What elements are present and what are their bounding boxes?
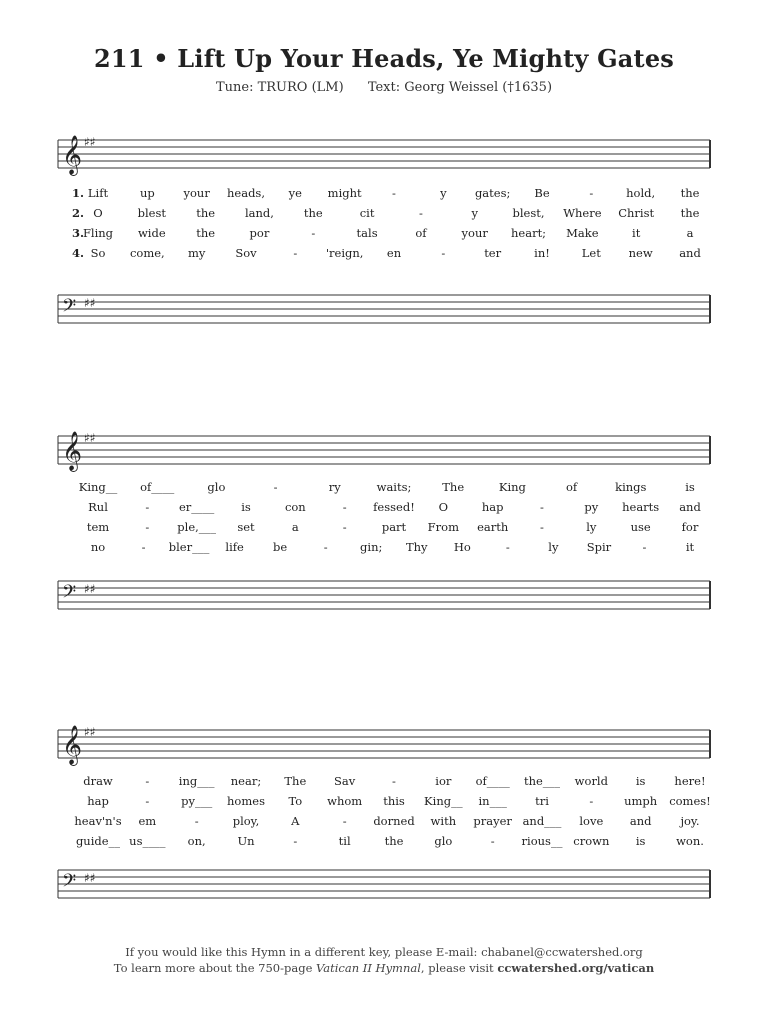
hymn-title: 211 • Lift Up Your Heads, Ye Mighty Gates: [93, 44, 675, 73]
lyric-syllable: blest,: [512, 206, 545, 220]
lyric-syllable: of: [415, 226, 427, 240]
lyric-line: [58, 500, 710, 520]
lyric-syllable: -: [293, 246, 298, 260]
lyric-syllable: draw: [83, 774, 113, 788]
lyric-syllable: King__: [424, 794, 463, 808]
lyric-syllable: the: [196, 226, 216, 240]
lyric-syllable: ly: [548, 540, 559, 554]
lyric-syllable: this: [383, 794, 405, 808]
lyrics-block: [58, 480, 710, 560]
lyric-syllable: por: [249, 226, 270, 240]
lyric-syllable: ploy,: [232, 814, 260, 828]
verse-number: 4.: [72, 246, 85, 260]
treble-staff: [58, 136, 710, 176]
footer-line-2: To learn more about the 750-page Vatican II Hymnal, please visit ccwatershed.org/vatican: [113, 961, 655, 975]
lyric-syllable: hold,: [626, 186, 656, 200]
bass-staff: [58, 577, 710, 617]
bass-staff: [58, 291, 710, 331]
lyric-line: [58, 834, 710, 854]
lyric-syllable: en: [386, 246, 402, 260]
tune-credit: Tune: TRURO (LM): [215, 80, 344, 95]
lyric-syllable: Sav: [334, 774, 356, 788]
bass-staff-lines: [58, 291, 710, 331]
lyric-syllable: in___: [478, 794, 507, 808]
lyric-syllable: of____: [475, 774, 510, 788]
lyric-syllable: gates;: [474, 186, 511, 200]
hymn-subtitle: [0, 80, 768, 95]
lyric-syllable: ter: [484, 246, 502, 260]
lyric-syllable: might: [327, 186, 362, 200]
key-signature-sharps: ♯♯: [84, 296, 96, 310]
lyric-syllable: bler___: [168, 540, 210, 554]
key-signature-sharps: ♯♯: [84, 725, 96, 739]
lyric-syllable: tri: [535, 794, 549, 808]
lyric-syllable: py___: [181, 794, 213, 808]
hymnal-title: Vatican II Hymnal: [316, 961, 421, 975]
lyric-syllable: ple,___: [177, 520, 217, 534]
lyric-syllable: here!: [674, 774, 706, 788]
lyric-syllable: 'reign,: [325, 246, 364, 260]
lyric-line: [58, 246, 710, 266]
lyric-syllable: heav'n's: [74, 814, 122, 828]
lyrics-block: [58, 774, 710, 854]
lyric-syllable: set: [237, 520, 255, 534]
lyric-syllable: kings: [615, 480, 647, 494]
lyric-syllable: -: [145, 500, 150, 514]
lyric-line: [58, 186, 710, 206]
lyric-syllable: gin;: [360, 540, 383, 554]
lyric-syllable: the: [303, 206, 323, 220]
lyric-syllable: -: [311, 226, 316, 240]
lyric-syllable: Un: [237, 834, 255, 848]
lyric-syllable: heads,: [227, 186, 265, 200]
lyric-syllable: is: [635, 834, 646, 848]
treble-staff-lines: [58, 432, 710, 472]
lyric-syllable: -: [540, 500, 544, 514]
lyric-line: [58, 774, 710, 794]
lyric-syllable: be: [273, 540, 288, 554]
lyric-syllable: of: [566, 480, 578, 494]
lyric-syllable: Rul: [88, 500, 108, 514]
lyric-syllable: the: [680, 186, 700, 200]
lyric-syllable: up: [139, 186, 155, 200]
lyric-syllable: in!: [534, 246, 550, 260]
lyric-syllable: and: [629, 814, 652, 828]
lyric-syllable: new: [628, 246, 653, 260]
lyric-syllable: py: [584, 500, 599, 514]
lyric-syllable: ye: [288, 186, 302, 200]
lyric-syllable: on,: [187, 834, 206, 848]
lyric-syllable: er____: [179, 500, 215, 514]
lyric-syllable: Let: [581, 246, 601, 260]
lyric-syllable: O: [93, 206, 103, 220]
lyric-syllable: with: [430, 814, 457, 828]
lyric-syllable: comes!: [669, 794, 711, 808]
footer: [0, 944, 768, 976]
key-signature-sharps: ♯♯: [84, 582, 96, 596]
lyric-syllable: The: [284, 774, 307, 788]
lyric-line: [58, 226, 710, 246]
lyric-syllable: your: [183, 186, 210, 200]
lyric-syllable: ly: [586, 520, 597, 534]
lyric-syllable: King: [498, 480, 526, 494]
lyric-syllable: -: [392, 774, 396, 788]
lyric-syllable: come,: [129, 246, 165, 260]
lyric-syllable: To: [288, 794, 303, 808]
verse-number: 2.: [72, 206, 85, 220]
lyric-syllable: tem: [86, 520, 110, 534]
lyric-syllable: wide: [137, 226, 166, 240]
treble-clef-icon: 𝄞: [62, 135, 83, 175]
lyric-line: [58, 520, 710, 540]
bass-staff: [58, 866, 710, 906]
lyric-syllable: Make: [566, 226, 599, 240]
lyric-syllable: Ho: [453, 540, 471, 554]
lyric-syllable: a: [686, 226, 694, 240]
lyric-syllable: earth: [477, 520, 509, 534]
lyric-syllable: land,: [244, 206, 274, 220]
footer-line-1: If you would like this Hymn in a different key, please E-mail: chabanel@ccwatershed.org: [125, 945, 643, 959]
key-signature-sharps: ♯♯: [84, 871, 96, 885]
lyric-syllable: From: [427, 520, 459, 534]
lyric-syllable: life: [225, 540, 244, 554]
lyric-syllable: King__: [78, 480, 118, 494]
lyric-syllable: Be: [534, 186, 550, 200]
lyric-syllable: dorned: [373, 814, 415, 828]
lyric-syllable: rious__: [521, 834, 563, 848]
lyric-syllable: fessed!: [373, 500, 415, 514]
lyric-syllable: -: [342, 500, 347, 514]
lyric-syllable: ry: [328, 480, 341, 494]
lyric-syllable: part: [381, 520, 407, 534]
lyric-syllable: won.: [676, 834, 704, 848]
verse-number: 3.: [72, 226, 85, 240]
lyric-line: [58, 480, 710, 500]
lyric-syllable: near;: [230, 774, 262, 788]
lyric-syllable: whom: [327, 794, 363, 808]
lyric-line: [58, 540, 710, 560]
lyric-syllable: the: [196, 206, 216, 220]
lyric-syllable: -: [490, 834, 495, 848]
lyric-syllable: Where: [563, 206, 602, 220]
lyric-syllable: Thy: [405, 540, 428, 554]
lyric-syllable: is: [241, 500, 251, 514]
lyric-syllable: Lift: [87, 186, 109, 200]
lyric-syllable: -: [323, 540, 328, 554]
lyric-syllable: y: [440, 186, 447, 200]
lyric-syllable: -: [342, 520, 347, 534]
lyric-syllable: for: [681, 520, 699, 534]
bass-clef-icon: 𝄢: [62, 871, 77, 896]
lyric-syllable: Spir: [586, 540, 612, 554]
lyric-syllable: is: [635, 774, 646, 788]
lyric-syllable: The: [442, 480, 465, 494]
lyric-syllable: -: [141, 540, 146, 554]
lyric-syllable: hap: [481, 500, 504, 514]
lyric-line: [58, 814, 710, 834]
lyric-syllable: the: [680, 206, 700, 220]
lyric-syllable: prayer: [473, 814, 512, 828]
lyric-syllable: O: [438, 500, 449, 514]
lyric-syllable: ing___: [178, 774, 215, 788]
lyric-syllable: -: [145, 774, 150, 788]
lyric-syllable: Fling: [82, 226, 114, 240]
lyric-syllable: tals: [356, 226, 378, 240]
lyric-syllable: heart;: [511, 226, 547, 240]
lyric-line: [58, 206, 710, 226]
lyric-syllable: hearts: [622, 500, 660, 514]
lyric-syllable: us____: [129, 834, 166, 848]
treble-clef-icon: 𝄞: [62, 725, 83, 765]
treble-clef-icon: 𝄞: [62, 431, 83, 471]
lyric-syllable: -: [589, 794, 594, 808]
lyric-syllable: -: [194, 814, 199, 828]
bass-clef-icon: 𝄢: [62, 582, 77, 607]
lyric-syllable: con: [284, 500, 306, 514]
lyric-syllable: Christ: [618, 206, 655, 220]
lyric-syllable: and___: [522, 814, 562, 828]
lyric-syllable: -: [505, 540, 510, 554]
bass-clef-icon: 𝄢: [62, 296, 77, 321]
website-link[interactable]: ccwatershed.org/vatican: [497, 961, 655, 975]
lyric-syllable: waits;: [376, 480, 412, 494]
lyric-syllable: -: [642, 540, 647, 554]
lyric-syllable: A: [291, 814, 300, 828]
lyric-syllable: guide__: [75, 834, 121, 848]
lyric-syllable: my: [187, 246, 206, 260]
lyric-syllable: world: [574, 774, 608, 788]
lyric-syllable: ior: [435, 774, 452, 788]
lyric-line: [58, 794, 710, 814]
lyrics-block: [58, 186, 710, 266]
lyric-syllable: umph: [624, 794, 658, 808]
lyric-syllable: the: [384, 834, 404, 848]
lyric-syllable: til: [338, 834, 351, 848]
treble-staff-lines: [58, 726, 710, 766]
lyric-syllable: glo: [207, 480, 226, 494]
lyric-syllable: it: [632, 226, 641, 240]
lyric-syllable: -: [441, 246, 446, 260]
treble-staff-lines: [58, 136, 710, 176]
lyric-syllable: crown: [573, 834, 610, 848]
key-signature-sharps: ♯♯: [84, 135, 96, 149]
lyric-syllable: glo: [434, 834, 453, 848]
lyric-syllable: So: [90, 246, 106, 260]
lyric-syllable: is: [685, 480, 695, 494]
lyric-syllable: -: [145, 520, 150, 534]
lyric-syllable: and: [679, 500, 701, 514]
verse-number: 1.: [72, 186, 85, 200]
lyric-syllable: em: [138, 814, 157, 828]
lyric-syllable: your: [461, 226, 488, 240]
lyric-syllable: -: [342, 814, 347, 828]
bass-staff-lines: [58, 866, 710, 906]
lyric-syllable: -: [540, 520, 544, 534]
lyric-syllable: love: [579, 814, 604, 828]
lyric-syllable: homes: [227, 794, 265, 808]
lyric-syllable: it: [685, 540, 695, 554]
lyric-syllable: Sov: [235, 246, 257, 260]
lyric-syllable: the___: [523, 774, 561, 788]
key-signature-sharps: ♯♯: [84, 431, 96, 445]
lyric-syllable: a: [291, 520, 299, 534]
bass-staff-lines: [58, 577, 710, 617]
lyric-syllable: -: [392, 186, 396, 200]
treble-staff: [58, 726, 710, 766]
lyric-syllable: blest: [137, 206, 166, 220]
lyric-syllable: of____: [140, 480, 175, 494]
lyric-syllable: cit: [359, 206, 375, 220]
lyric-syllable: -: [145, 794, 150, 808]
lyric-syllable: and: [679, 246, 701, 260]
lyric-syllable: use: [630, 520, 651, 534]
treble-staff: [58, 432, 710, 472]
lyric-syllable: -: [589, 186, 594, 200]
lyric-syllable: -: [418, 206, 423, 220]
lyric-syllable: -: [293, 834, 298, 848]
lyric-syllable: y: [471, 206, 478, 220]
lyric-syllable: joy.: [680, 814, 700, 828]
lyric-syllable: no: [90, 540, 106, 554]
lyric-syllable: -: [273, 480, 278, 494]
lyric-syllable: hap: [87, 794, 109, 808]
text-credit: Text: Georg Weissel (†1635): [367, 80, 553, 95]
